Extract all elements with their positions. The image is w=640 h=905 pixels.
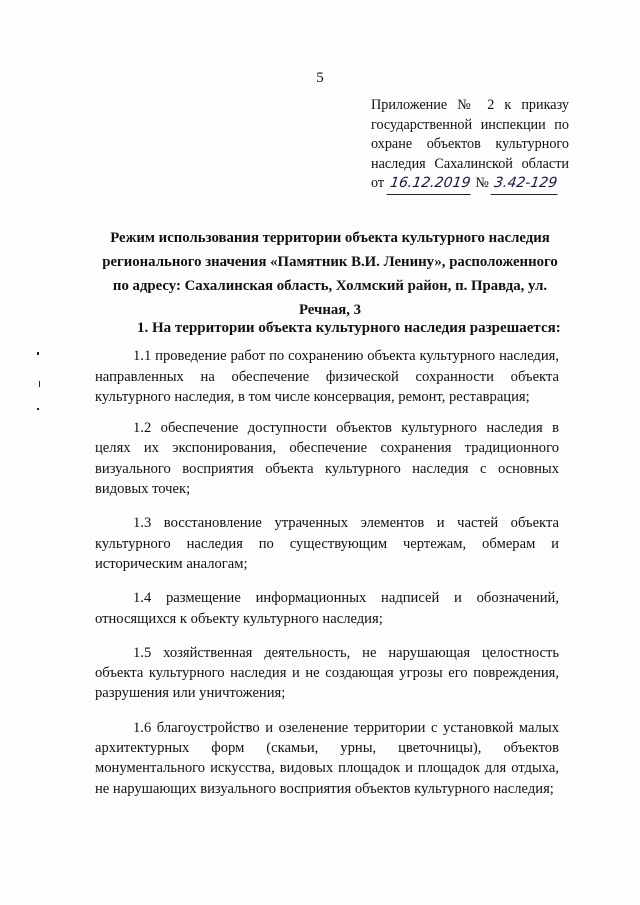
list-item: 1.6 благоустройство и озеленение территории с установкой малых архитектурных форм (скамьи, урны, цветочницы), объектов монументального искусства, видовых площадок и площадок для отдыха, не нарушающих визуального восприятия объектов культурного наследия; bbox=[95, 719, 559, 797]
page-number: 5 bbox=[316, 70, 324, 86]
document-body bbox=[95, 318, 559, 813]
scan-speck bbox=[37, 408, 39, 410]
handwritten-order-number: 3.42-129 bbox=[491, 174, 561, 195]
appendix-line: наследия Сахалинской области bbox=[371, 155, 569, 172]
document-title: Режим использования территории объекта культурного наследия регионального значения «Памятник В.И. Ленину», расположенного по адресу: Сахалинская область, Холмский район, п. Правда, ул. Речная, 3 bbox=[102, 230, 558, 318]
scan-speck bbox=[39, 381, 40, 387]
section-heading: 1. На территории объекта культурного наследия разрешается: bbox=[137, 320, 561, 336]
date-prefix: от bbox=[371, 175, 385, 191]
list-item: 1.3 восстановление утраченных элементов и частей объекта культурного наследия по существующим чертежам, обмерам и историческим аналогам; bbox=[95, 515, 559, 572]
list-item: 1.2 обеспечение доступности объектов культурного наследия в целях их экспонирования, обеспечение сохранения традиционного визуального восприятия объекта культурного наследия с основных видовых точек; bbox=[95, 420, 559, 498]
handwritten-date: 16.12.2019 bbox=[386, 174, 473, 195]
appendix-line: государственной инспекции по bbox=[371, 116, 569, 133]
list-item: 1.5 хозяйственная деятельность, не нарушающая целостность объекта культурного наследия и не создающая угрозы его повреждения, разрушения или уничтожения; bbox=[95, 644, 559, 702]
appendix-date-line bbox=[371, 174, 569, 195]
list-item: 1.1 проведение работ по сохранению объекта культурного наследия, направленных на обеспечение физической сохранности объекта культурного наследия, в том числе консервация, ремонт, реставрация; bbox=[95, 348, 559, 405]
appendix-line: Приложение № 2 к приказу bbox=[371, 97, 569, 113]
scan-speck bbox=[37, 352, 39, 355]
appendix-line: охране объектов культурного bbox=[371, 136, 569, 152]
list-item: 1.4 размещение информационных надписей и обозначений, относящихся к объекту культурного наследия; bbox=[95, 590, 559, 627]
number-prefix: № bbox=[475, 175, 489, 191]
appendix-header bbox=[371, 96, 569, 195]
